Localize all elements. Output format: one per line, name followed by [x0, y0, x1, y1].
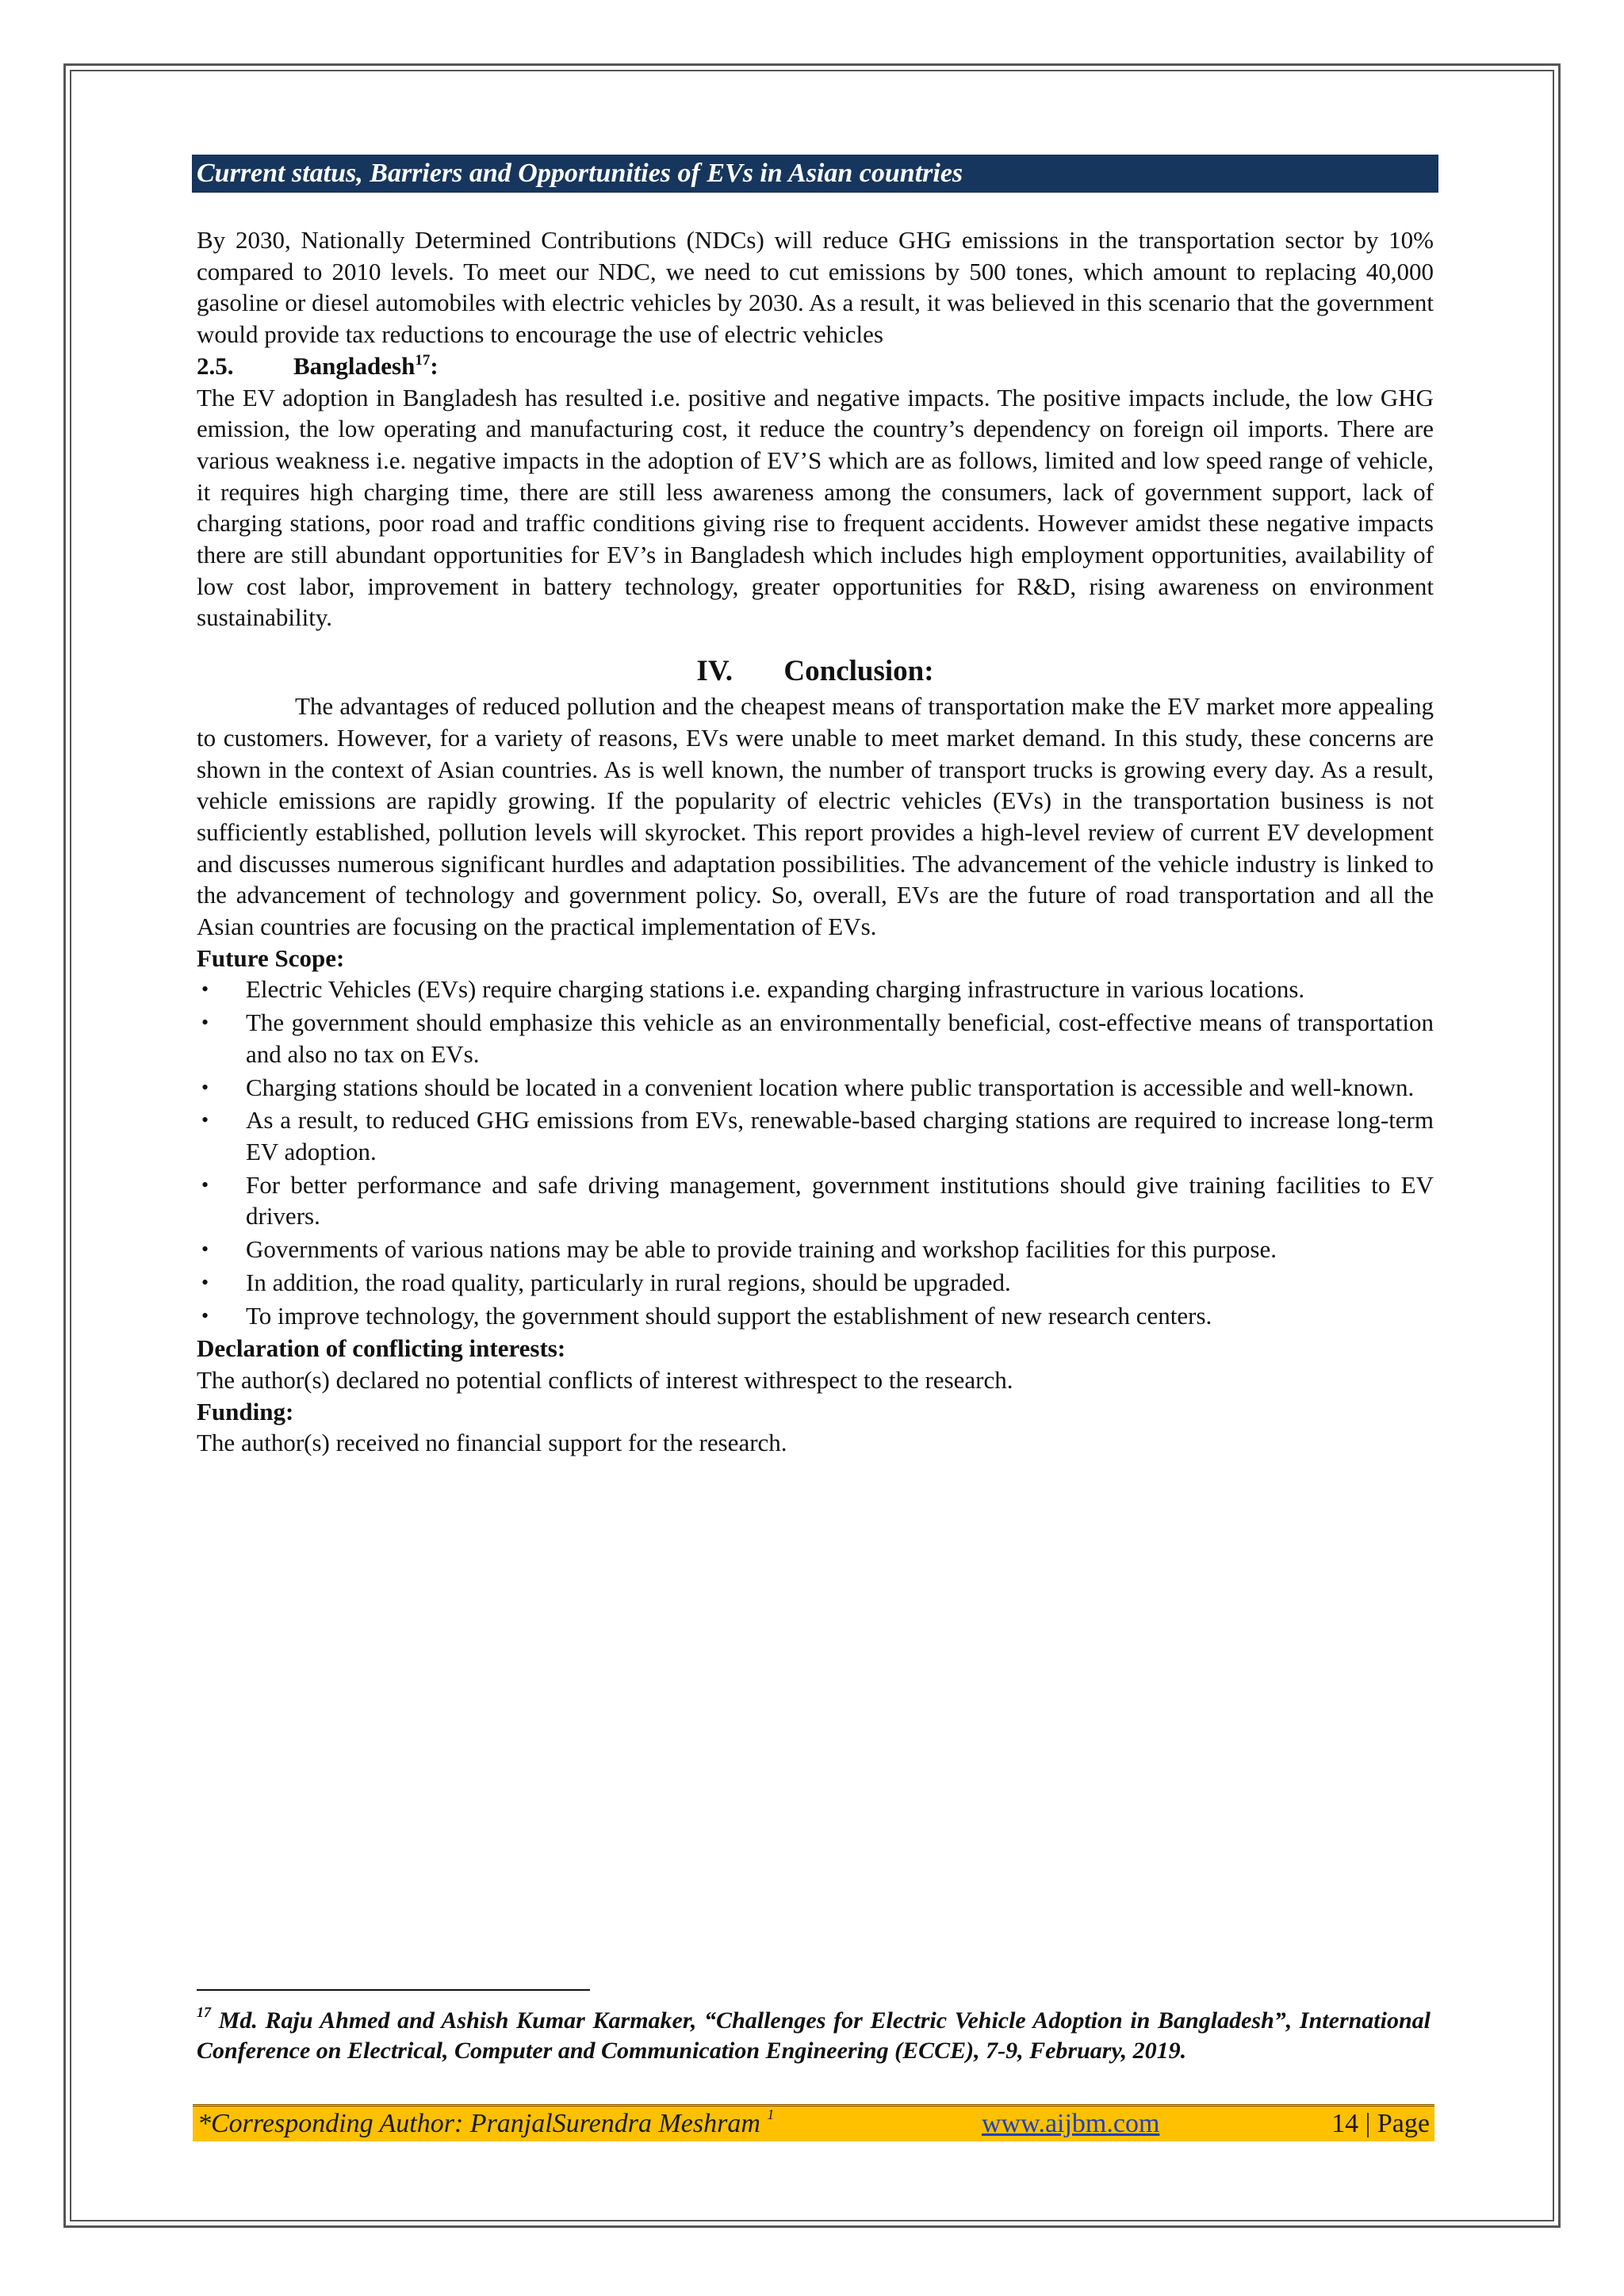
footnote-text: Md. Raju Ahmed and Ashish Kumar Karmaker, “Challenges for Electric Vehicle Adoption in Bangladesh”, International Conference on Electrical, Computer and Communication Engineering (ECCE), 7-9, February, 2019.: [197, 2007, 1431, 2064]
section-title: Conclusion:: [783, 655, 934, 688]
bullet-icon: •: [201, 1238, 209, 1261]
ndc-paragraph: By 2030, Nationally Determined Contributions (NDCs) will reduce GHG emissions in the transportation sector by 10% compared to 2010 levels. To meet our NDC, we need to cut emissions by 500 tones, which amount to replacing 40,000 gasoline or diesel automobiles with electric vehicles by 2030. As a result, it was believed in this scenario that the government would provide tax reductions to encourage the use of electric vehicles: [197, 226, 1434, 349]
bullet-icon: •: [201, 978, 209, 1001]
footnote: [197, 2006, 1431, 2066]
running-footer: [193, 2104, 1434, 2141]
list-item: • For better performance and safe driving management, government institutions should give training facilities to EV drivers.: [201, 1170, 1434, 1230]
declaration-text: The author(s) declared no potential conflicts of interest withrespect to the research.: [197, 1365, 1013, 1394]
corresponding-author: *Corresponding Author: PranjalSurendra Meshram $^1$: [197, 2107, 775, 2138]
subsection-colon: :: [430, 351, 439, 380]
list-item: • As a result, to reduced GHG emissions from EVs, renewable-based charging stations are required to increase long-term EV adoption.: [201, 1106, 1434, 1165]
page-number: 14 | Page: [1331, 2109, 1430, 2138]
future-scope-heading: Future Scope:: [197, 943, 345, 972]
bullet-icon: •: [201, 1108, 209, 1132]
bullet-icon: •: [201, 1075, 209, 1099]
funding-heading: Funding:: [197, 1397, 294, 1425]
footnote-number: 17: [197, 2004, 211, 2020]
declaration-heading: Declaration of conflicting interests:: [197, 1334, 566, 1363]
section-heading: [197, 656, 1434, 687]
subsection-heading: [197, 350, 1434, 382]
subsection-title: Bangladesh: [293, 351, 416, 380]
footnote-divider: [197, 1989, 590, 1991]
funding-text: The author(s) received no financial support for the research.: [197, 1429, 787, 1457]
journal-website-link[interactable]: www.aijbm.com: [982, 2109, 1160, 2138]
bangladesh-paragraph: The EV adoption in Bangladesh has resulted i.e. positive and negative impacts. The positive impacts include, the low GHG emission, the low operating and manufacturing cost, it reduce the country’s dependency on foreign oil imports. There are various weakness i.e. negative impacts in the adoption of EV’S which are as follows, limited and low speed range of vehicle, it requires high charging time, there are still less awareness among the consumers, lack of government support, lack of charging stations, poor road and traffic conditions giving rise to frequent accidents. However amidst these negative impacts there are still abundant opportunities for EV’s in Bangladesh which includes high employment opportunities, availability of low cost labor, improvement in battery technology, greater opportunities for R&D, rising awareness on environment sustainability.: [197, 383, 1434, 632]
running-header: Current status, Barriers and Opportunities of EVs in Asian countries: [192, 155, 1438, 193]
list-item: • Electric Vehicles (EVs) require charging stations i.e. expanding charging infrastructure in various locations.: [197, 974, 1434, 1005]
subsection-footnote-ref[interactable]: 17: [415, 351, 431, 369]
list-item: • Governments of various nations may be able to provide training and workshop facilities for this purpose.: [197, 1234, 1434, 1265]
subsection-number: 2.5.: [197, 351, 234, 380]
bullet-icon: •: [201, 1303, 209, 1327]
list-item: • Charging stations should be located in a convenient location where public transportation is accessible and well-known.: [197, 1072, 1434, 1104]
bullet-icon: •: [201, 1270, 209, 1294]
future-scope-list: [197, 974, 1434, 1331]
page-content: [197, 155, 1434, 1459]
conclusion-paragraph: The advantages of reduced pollution and the cheapest means of transportation make the EV market more appealing to customers. However, for a variety of reasons, EVs were unable to meet market demand. In this study, these concerns are shown in the context of Asian countries. As is well known, the number of transport trucks is growing every day. As a result, vehicle emissions are rapidly growing. If the popularity of electric vehicles (EVs) in the transportation business is not sufficiently established, pollution levels will skyrocket. This report provides a high-level review of current EV development and discusses numerous significant hurdles and adaptation possibilities. The advancement of the vehicle industry is linked to the advancement of technology and government policy. So, overall, EVs are the future of road transportation and all the Asian countries are focusing on the practical implementation of EVs.: [197, 692, 1434, 941]
section-number: IV.: [696, 655, 733, 688]
list-item: • In addition, the road quality, particularly in rural regions, should be upgraded.: [197, 1267, 1434, 1299]
bullet-icon: •: [201, 1011, 209, 1035]
list-item: • The government should emphasize this vehicle as an environmentally beneficial, cost-effective means of transportation and also no tax on EVs.: [201, 1008, 1434, 1068]
list-item: • To improve technology, the government should support the establishment of new research centers.: [197, 1300, 1434, 1332]
bullet-icon: •: [201, 1173, 209, 1196]
author-affiliation-ref: 1: [767, 2107, 775, 2122]
